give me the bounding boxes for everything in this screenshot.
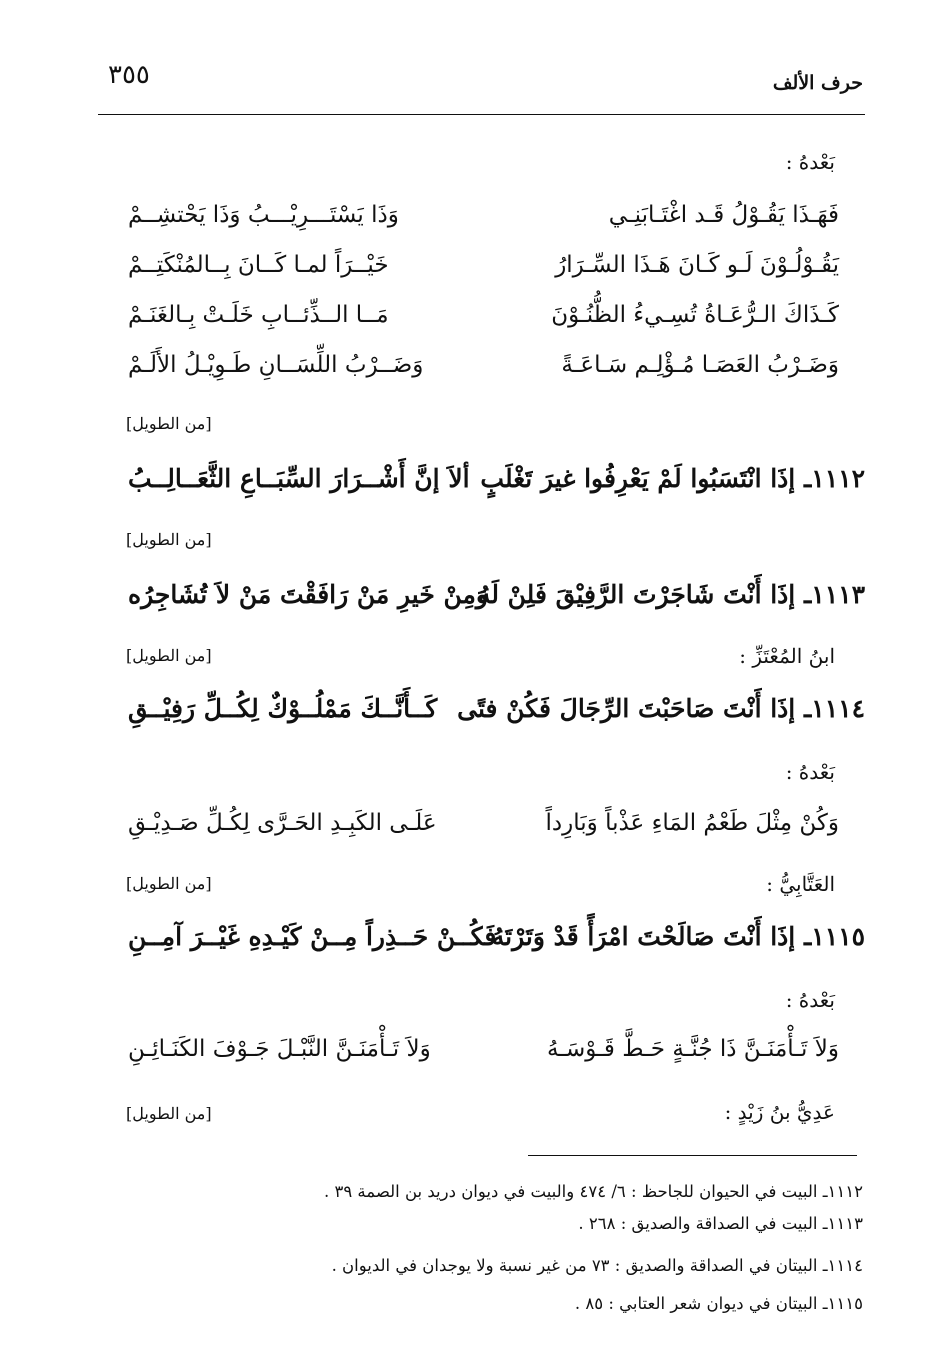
verse-second-hemistich: وَلاَ تَـأْمَنَـنَّ النَّبْـلَ جَـوْفَ الكَنَـائِـنِ bbox=[128, 1036, 431, 1062]
follow-label: بَعْدهُ : bbox=[785, 760, 835, 784]
chapter-title: حرف الألف bbox=[772, 72, 863, 94]
footnote: ١١١٣ـ البيت في الصداقة والصديق : ٢٦٨ . bbox=[578, 1214, 863, 1233]
verse-second-hemistich: خَيْــرَاً لمـا كَــانَ بِــالمُنْكَتِــمْ bbox=[128, 252, 389, 278]
verse-second-hemistich: مَــا الــذِّئــابِ خَلَـتْ بِـالغَنَـمْ bbox=[128, 302, 389, 328]
verse-first-hemistich: وَكُنْ مِثْلَ طَعْمُ المَاءِ عَذْباً وَبَارِداً bbox=[545, 810, 839, 836]
header-rule bbox=[98, 114, 865, 115]
verse-second-hemistich: وَمِنْ خَيرِ مَنْ رَافَقْتَ مَنْ لاَ تُشَاجِرُه bbox=[128, 580, 488, 609]
verse-first-hemistich: يَقُـوْلُـوْنَ لَـو كَـانَ هَـذَا السِّـرَارُ bbox=[555, 252, 839, 278]
metre-label: [من الطويل] bbox=[126, 414, 212, 433]
verse-first-hemistich: وَلاَ تَـأْمَنَـنَّ ذَا جُنَّـةٍ حَـطَّ قَـوْسَـهُ bbox=[546, 1036, 839, 1062]
poet-label: عَدِيُّ بنُ زَيْدٍ : bbox=[724, 1100, 835, 1124]
footnote-rule bbox=[528, 1155, 857, 1156]
verse-first-hemistich: ١١١٥ـ إذَا أَنْتَ صَالَحْتَ امْرَأً قَدْ وَتَرْتَهُ bbox=[491, 922, 865, 951]
follow-label: بَعْدهُ : bbox=[785, 988, 835, 1012]
verse-first-hemistich: كَـذَاكَ الـرُّعَـاةُ تُسِـيءُ الظُّنُـوْنَ bbox=[551, 302, 839, 328]
metre-label: [من الطويل] bbox=[126, 530, 212, 549]
verse-second-hemistich: وَضَــرْبُ اللِّسَــانِ طَـوِيْـلُ الأَلَـمْ bbox=[128, 352, 424, 378]
verse-second-hemistich: عَلَـى الكَبِـدِ الحَـرَّى لِكُـلِّ صَـدِيْـقِ bbox=[128, 810, 437, 836]
verse-first-hemistich: فَهَـذَا يَقُـوْلُ قَـد اغْتَـابَنِـي bbox=[608, 202, 839, 228]
verse-second-hemistich: وَذَا يَسْتَـــرِيْـــبُ وَذَا يَحْتشِــمْ bbox=[128, 202, 399, 228]
footnote: ١١١٤ـ البيتان في الصداقة والصديق : ٧٣ من غير نسبة ولا يوجدان في الديوان . bbox=[331, 1256, 863, 1275]
metre-label: [من الطويل] bbox=[126, 646, 212, 665]
footnote: ١١١٢ـ البيت في الحيوان للجاحظ : ٦/ ٤٧٤ والبيت في ديوان دريد بن الصمة ٣٩ . bbox=[323, 1182, 863, 1201]
metre-label: [من الطويل] bbox=[126, 1104, 212, 1123]
verse-first-hemistich: وَضَـرْبُ العَصَـا مُـؤْلِـم سَـاعَـةً bbox=[561, 352, 839, 378]
verse-second-hemistich: كَــأَنَّــكَ مَمْلُــوْكٌ لِكُــلِّ رَفِيْــقِ bbox=[128, 694, 438, 723]
verse-second-hemistich: فَكُــنْ حَــذِراً مِــنْ كَيْـدِهِ غَيْــرَ آمِــنِ bbox=[128, 922, 497, 951]
page-number: ٣٥٥ bbox=[108, 60, 150, 90]
verse-first-hemistich: ١١١٣ـ إذَا أَنْتَ شَاجَرْتَ الرَّفِيْقَ فَلِنْ لَهُ bbox=[477, 580, 865, 609]
metre-label: [من الطويل] bbox=[126, 874, 212, 893]
poet-label: ابنُ المُعْتَزِّ : bbox=[739, 644, 835, 668]
follow-label: بَعْدهُ : bbox=[785, 150, 835, 174]
verse-first-hemistich: ١١١٢ـ إذَا انْتَسَبُوا لَمْ يَعْرِفُوا غيرَ تَغْلَبٍ bbox=[480, 464, 865, 493]
footnote: ١١١٥ـ البيتان في ديوان شعر العتابي : ٨٥ . bbox=[574, 1294, 863, 1313]
poet-label: العَتَّابِيُّ : bbox=[766, 872, 835, 896]
verse-first-hemistich: ١١١٤ـ إذَا أَنْتَ صَاحَبْتَ الرِّجَالَ فَكُنْ فتًى bbox=[457, 694, 865, 723]
verse-second-hemistich: ألاَ إنَّ أَشْــرَارَ السِّبَــاعِ الثَّعَــالِــبُ bbox=[128, 464, 470, 493]
